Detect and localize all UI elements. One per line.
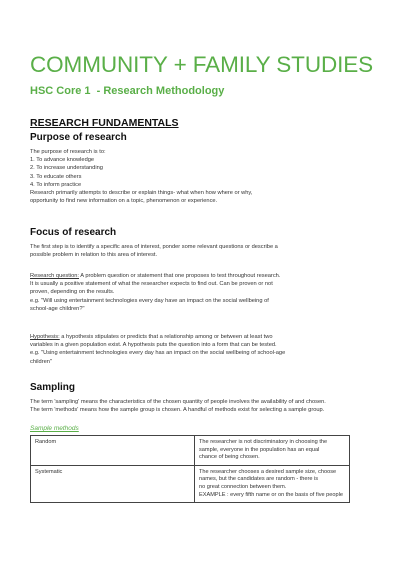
sample-methods-label: Sample methods [30,425,79,432]
method-desc-line: The researcher chooses a desired sample size, choose [199,468,337,475]
hypothesis-text: a hypothesis stipulates or predicts that a relationship among or between at least two [59,334,273,340]
hypothesis-line: e.g. "Using entertainment technologies every day has an impact on the social wellbeing of school-age [30,350,286,357]
hypothesis-block [30,333,375,366]
purpose-line: 2. To increase understanding [30,165,103,172]
method-name-cell: Random [31,436,195,466]
hypothesis-line [30,333,375,341]
hypothesis-line: variables in a given population exist. A hypothesis puts the question into a form that can be tested. [30,342,277,349]
purpose-line: 3. To educate others [30,173,82,180]
method-desc-line: no great connection between them. [199,483,287,490]
sampling-line: The term 'sampling' means the characteristics of the chosen quantity of people involves the availability of and chosen. [30,399,326,405]
research-question-term: Research question: [30,273,80,279]
focus-intro-line: possible problem in relation to this area of interest. [30,252,158,259]
hypothesis-term: Hypothesis: [30,334,60,340]
method-name-cell: Systematic [31,465,195,502]
table-row [31,465,350,502]
sample-methods-table [30,435,350,503]
research-question-line [30,272,375,280]
method-desc-line: names, but the candidates are random - there is [199,476,319,483]
method-desc-line: chance of being chosen. [199,454,260,461]
research-question-line: school-age children?" [30,305,85,312]
sampling-heading: Sampling [30,382,76,393]
research-question-line: proven, depending on the results. [30,289,115,296]
focus-intro-line: The first step is to identify a specific area of interest, ponder some relevant questions or describe a [30,244,278,250]
focus-intro [30,243,375,259]
section-heading: RESEARCH FUNDAMENTALS [30,117,179,129]
purpose-line: opportunity to find new information on a topic, phenomenon or experience. [30,198,218,205]
method-desc-cell [195,436,350,466]
page-title: COMMUNITY + FAMILY STUDIES [30,52,374,77]
hypothesis-line: children" [30,358,52,365]
sampling-line: The term 'methods' means how the sample group is chosen. A handful of methods exist for selecting a sample group. [30,407,325,414]
method-desc-line: sample, everyone in the population has an equal [199,446,320,453]
purpose-text [30,148,375,205]
method-desc-line: The researcher is not discriminatory in choosing the [199,439,328,445]
page-subtitle: HSC Core 1 - Research Methodology [30,85,225,97]
research-question-text: A problem question or statement that one proposes to test throughout research. [79,273,281,279]
sampling-text [30,398,375,414]
purpose-line: The purpose of research is to: [30,149,106,155]
method-desc-line: EXAMPLE : every fifth name or on the basis of five people [199,491,343,498]
purpose-line: 4. To inform practice [30,181,82,188]
method-desc-cell [195,465,350,502]
purpose-line: Research primarily attempts to describe or explain things- what when how where or why, [30,190,253,197]
purpose-heading: Purpose of research [30,132,127,143]
research-question-line: e.g. "Will using entertainment technologies every day have an impact on the social wellbeing of [30,297,269,304]
table-row [31,436,350,466]
focus-heading: Focus of research [30,227,117,238]
research-question-block [30,272,375,313]
purpose-line: 1. To advance knowledge [30,157,95,164]
research-question-line: It is usually a positive statement of what the researcher expects to find out. Can be proven or not [30,281,273,288]
